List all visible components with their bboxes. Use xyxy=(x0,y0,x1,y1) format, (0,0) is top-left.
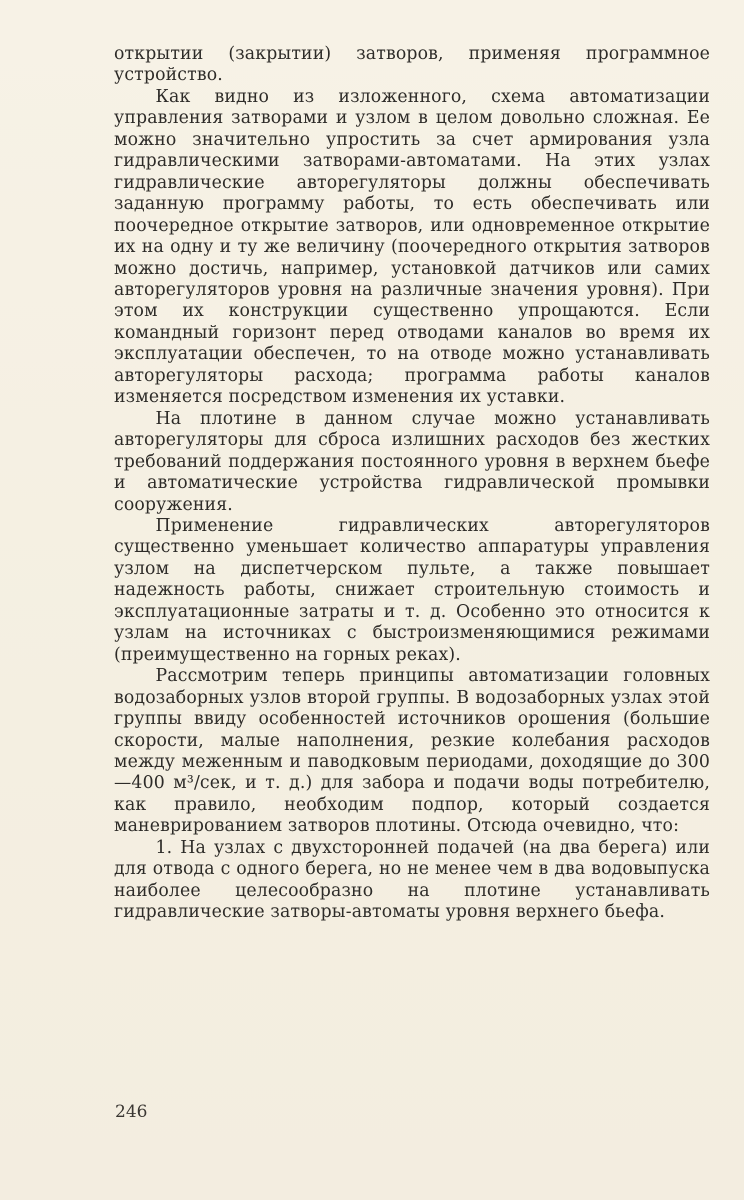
paragraph-hydraulic-benefits: Применение гидравлических авторегуляторов существенно уменьшает количество аппаратуры управления узлом на диспетчерском пульте, а также повышает надежность работы, снижает строительную стоимость и эксплуатационные затраты и т. д. Особенно это относится к узлам на источниках с быстроизменяющимися режимами (преимущественно на горных реках). xyxy=(114,515,710,665)
page-body-text xyxy=(114,44,710,924)
paragraph-item-1: 1. На узлах с двухсторонней подачей (на два берега) или для отвода с одного берега, но не менее чем в два водовыпуска наиболее целесообразно на плотине устанавливать гидравлические затворы-автоматы уровня верхнего бьефа. xyxy=(114,837,710,923)
paragraph-automation-scheme: Как видно из изложенного, схема автоматизации управления затворами и узлом в целом довольно сложная. Ее можно значительно упростить за счет армирования узла гидравлическими затворами-автоматами. На этих узлах гидравлические авторегуляторы должны обеспечивать заданную программу работы, то есть обеспечивать или поочередное открытие затворов, или одновременное открытие их на одну и ту же величину (поочередного открытия затворов можно достичь, например, установкой датчиков или самих авторегуляторов уровня на различные значения уровня). При этом их конструкции существенно упрощаются. Если командный горизонт перед отводами каналов во время их эксплуатации обеспечен, то на отводе можно устанавливать авторегуляторы расхода; программа работы каналов изменяется посредством изменения их уставки. xyxy=(114,86,710,408)
page-number: 246 xyxy=(115,1102,148,1122)
paragraph-continuation: открытии (закрытии) затворов, применяя программное устройство. xyxy=(114,44,710,86)
paragraph-dam-regulators: На плотине в данном случае можно устанавливать авторегуляторы для сброса излишних расходов без жестких требований поддержания постоянного уровня в верхнем бьефе и автоматические устройства гидравлической промывки сооружения. xyxy=(114,408,710,515)
paragraph-second-group: Рассмотрим теперь принципы автоматизации головных водозаборных узлов второй группы. В водозаборных узлах этой группы ввиду особенностей источников орошения (большие скорости, малые наполнения, резкие колебания расходов между меженным и паводковым периодами, доходящие до 300—400 м³/сек, и т. д.) для забора и подачи воды потребителю, как правило, необходим подпор, который создается маневрированием затворов плотины. Отсюда очевидно, что: xyxy=(114,666,710,837)
